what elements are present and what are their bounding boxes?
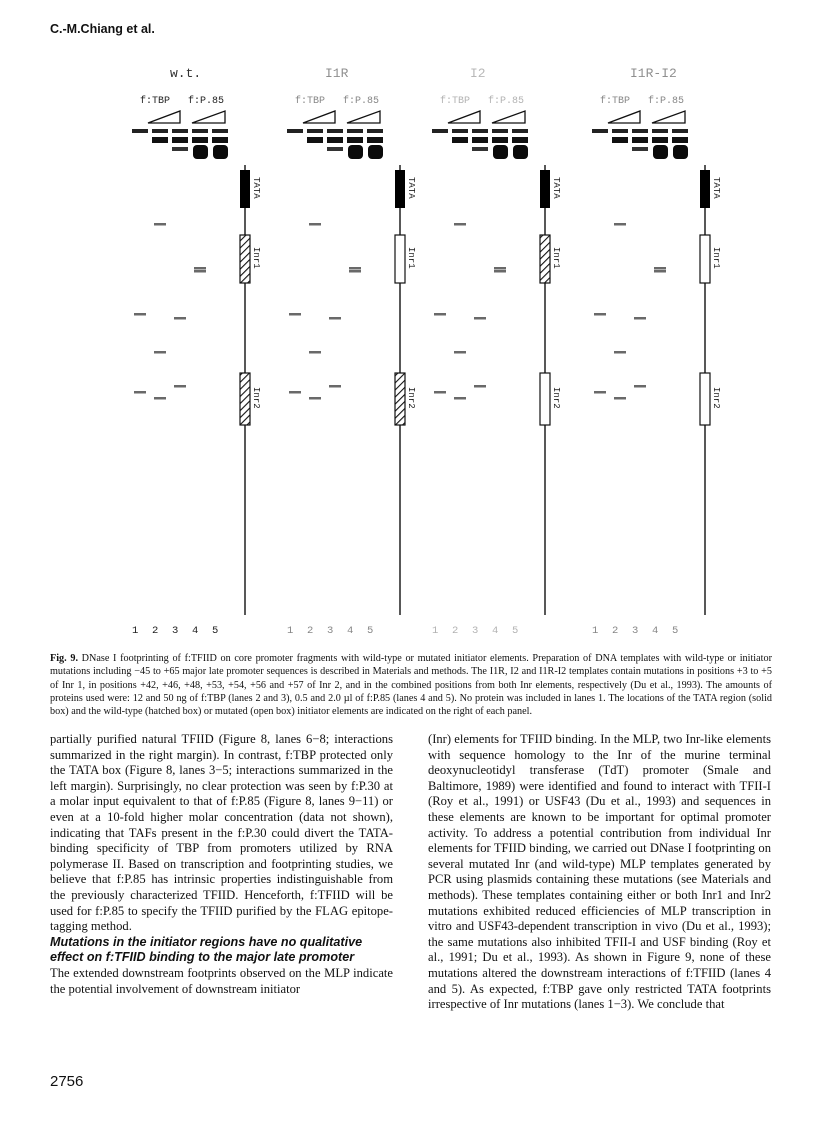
gel-band (614, 223, 626, 226)
running-header: C.-M.Chiang et al. (50, 22, 155, 36)
gel-band (634, 385, 646, 388)
inr2-box (240, 373, 250, 425)
titration-wedge (192, 111, 225, 123)
inr1-box (395, 235, 405, 283)
gel-band (432, 129, 448, 133)
lane-number: 5 (512, 625, 519, 637)
inr2-box (395, 373, 405, 425)
titration-wedge (492, 111, 525, 123)
tata-label: TATA (406, 177, 416, 199)
caption-label: Fig. 9. (50, 653, 78, 664)
gel-band (212, 129, 228, 133)
gel-band (367, 129, 383, 133)
titration-wedge (652, 111, 685, 123)
lane-label-p85: f:P.85 (343, 96, 380, 107)
inr1-label: Inr1 (711, 247, 721, 269)
gel-band (492, 137, 508, 143)
gel-band (474, 385, 486, 388)
gel-band (349, 270, 361, 273)
gel-band (672, 137, 688, 143)
gel-band (347, 137, 363, 143)
lane-label-tbp: f:TBP (295, 96, 326, 107)
gel-band (172, 147, 188, 151)
gel-band (612, 137, 628, 143)
gel-panel-3 (432, 66, 561, 637)
gel-band (348, 145, 363, 159)
lane-number: 2 (152, 625, 159, 637)
lane-number: 2 (307, 625, 314, 637)
gel-band (349, 267, 361, 270)
gel-band (172, 137, 188, 143)
inr2-label: Inr2 (551, 387, 561, 409)
lane-number: 3 (472, 625, 479, 637)
tata-label: TATA (251, 177, 261, 199)
titration-wedge (448, 111, 480, 123)
lane-number: 1 (287, 625, 294, 637)
figure-9 (100, 55, 760, 645)
panel-title: I2 (470, 66, 486, 81)
inr1-box (240, 235, 250, 283)
lane-number: 4 (192, 625, 199, 637)
lane-label-p85: f:P.85 (488, 96, 525, 107)
gel-band (494, 270, 506, 273)
lane-number: 4 (492, 625, 499, 637)
gel-band (367, 137, 383, 143)
tata-box (395, 170, 405, 208)
gel-band (309, 223, 321, 226)
gel-band (134, 391, 146, 394)
gel-band (594, 313, 606, 316)
gel-band (652, 129, 668, 133)
page-number: 2756 (50, 1073, 84, 1090)
gel-band (632, 137, 648, 143)
lane-number: 1 (132, 625, 139, 637)
lane-number: 5 (367, 625, 374, 637)
gel-band (309, 351, 321, 354)
lane-number: 1 (592, 625, 599, 637)
gel-band (612, 129, 628, 133)
tata-label: TATA (551, 177, 561, 199)
inr2-label: Inr2 (711, 387, 721, 409)
gel-band (512, 129, 528, 133)
gel-band (172, 129, 188, 133)
gel-band (192, 137, 208, 143)
gel-band (154, 223, 166, 226)
gel-band (174, 317, 186, 320)
panel-title: I1R-I2 (630, 66, 677, 81)
lane-label-p85: f:P.85 (188, 96, 225, 107)
gel-band (213, 145, 228, 159)
inr1-label: Inr1 (551, 247, 561, 269)
gel-band (212, 137, 228, 143)
gel-band (194, 270, 206, 273)
left-column (50, 732, 393, 997)
gel-panel-2 (287, 66, 416, 637)
tata-box (540, 170, 550, 208)
gel-band (327, 137, 343, 143)
figure-caption (50, 652, 772, 718)
right-column (428, 732, 771, 1013)
gel-band (152, 137, 168, 143)
gel-band (494, 267, 506, 270)
tata-box (700, 170, 710, 208)
gel-band (614, 397, 626, 400)
panel-title: w.t. (170, 66, 202, 81)
gel-band (492, 129, 508, 133)
titration-wedge (347, 111, 380, 123)
gel-band (347, 129, 363, 133)
gel-band (474, 317, 486, 320)
tata-label: TATA (711, 177, 721, 199)
lane-number: 4 (347, 625, 354, 637)
gel-band (307, 129, 323, 133)
gel-band (309, 397, 321, 400)
left-paragraph-2: The extended downstream footprints observed on the MLP indicate the potential involvement of downstream initiator (50, 965, 393, 996)
gel-band (327, 129, 343, 133)
lane-label-p85: f:P.85 (648, 96, 685, 107)
lane-number: 3 (632, 625, 639, 637)
gel-band (594, 391, 606, 394)
inr1-label: Inr1 (406, 247, 416, 269)
gel-band (152, 129, 168, 133)
inr1-box (540, 235, 550, 283)
inr2-box (700, 373, 710, 425)
inr2-box (540, 373, 550, 425)
gel-band (368, 145, 383, 159)
gel-band (307, 137, 323, 143)
gel-band (632, 147, 648, 151)
lane-label-tbp: f:TBP (140, 96, 171, 107)
gel-band (592, 129, 608, 133)
gel-band (454, 223, 466, 226)
gel-band (493, 145, 508, 159)
panel-title: I1R (325, 66, 349, 81)
gel-band (512, 137, 528, 143)
gel-band (632, 129, 648, 133)
gel-band (452, 137, 468, 143)
lane-label-tbp: f:TBP (440, 96, 471, 107)
gel-band (174, 385, 186, 388)
gel-band (327, 147, 343, 151)
gel-band (653, 145, 668, 159)
tata-box (240, 170, 250, 208)
titration-wedge (148, 111, 180, 123)
gel-band (287, 129, 303, 133)
right-paragraph-1: (Inr) elements for TFIID binding. In the MLP, two Inr-like elements with sequence homology to the Inr of the murine terminal deoxynucleotidyl transferase (TdT) promoter (Smale and Baltimore, 1989) were identified and found to interact with TFII-I (Roy et al., 1991) or USF43 (Du et al., 1993) and sequences in these elements are known to be important for optimal promoter activity. To address a potential contribution from individual Inr elements for TFIID binding, we carried out DNase I footprinting on several mutated Inr (and wild-type) MLP templates generated by PCR using plasmids containing these mutations (see Materials and methods). These templates containing either or both Inr1 and Inr2 mutations exhibited reduced efficiencies of MLP transcription in vitro and USF43-dependent transcription in vivo (Du et al., 1993); the same mutations also inhibited TFII-I and USF binding (Roy et al., 1991; Du et al., 1993). As shown in Figure 9, none of these mutations altered the downstream interactions of f:TFIID (lanes 4 and 5). As expected, f:TBP gave only restricted TATA footprints irrespective of Inr mutations (lanes 1−3). We conclude that (428, 732, 771, 1012)
gel-band (289, 313, 301, 316)
lane-number: 5 (672, 625, 679, 637)
inr2-label: Inr2 (406, 387, 416, 409)
gel-band (614, 351, 626, 354)
lane-number: 2 (612, 625, 619, 637)
lane-number: 5 (212, 625, 219, 637)
titration-wedge (608, 111, 640, 123)
gel-band (154, 351, 166, 354)
gel-band (472, 137, 488, 143)
lane-number: 1 (432, 625, 439, 637)
gel-panel-1 (132, 66, 261, 637)
gel-band (472, 147, 488, 151)
gel-band (154, 397, 166, 400)
gel-band (472, 129, 488, 133)
gel-band (452, 129, 468, 133)
gel-band (634, 317, 646, 320)
lane-label-tbp: f:TBP (600, 96, 631, 107)
gel-band (329, 385, 341, 388)
gel-band (193, 145, 208, 159)
section-heading: Mutations in the initiator regions have no qualitative effect on f:TFIID binding to the major late promoter (50, 934, 363, 965)
gel-band (454, 351, 466, 354)
gel-image (100, 55, 760, 645)
gel-band (654, 270, 666, 273)
gel-band (134, 313, 146, 316)
titration-wedge (303, 111, 335, 123)
inr1-box (700, 235, 710, 283)
gel-band (329, 317, 341, 320)
lane-number: 3 (327, 625, 334, 637)
gel-band (194, 267, 206, 270)
gel-band (289, 391, 301, 394)
gel-band (192, 129, 208, 133)
lane-number: 4 (652, 625, 659, 637)
gel-band (132, 129, 148, 133)
lane-number: 2 (452, 625, 459, 637)
gel-band (673, 145, 688, 159)
gel-band (652, 137, 668, 143)
gel-band (434, 313, 446, 316)
gel-panel-4 (592, 66, 721, 637)
gel-band (434, 391, 446, 394)
inr1-label: Inr1 (251, 247, 261, 269)
caption-text: DNase I footprinting of f:TFIID on core promoter fragments with wild-type or mutated initiator elements. Preparation of DNA templates with wild-type or initiator mutations including −45 to +65 major late promoter sequences is described in Materials and methods. The I1R, I2 and I1R-I2 templates contain mutations in positions +3 to +5 of Inr 1, in positions +42, +46, +48, +53, +54, +56 and +57 of Inr 2, and in the combined positions from both Inr elements, respectively (Du et al., 1993). The amounts of proteins used were: 12 and 50 ng of f:TBP (lanes 2 and 3), 0.5 and 2.0 µl of f:P.85 (lanes 4 and 5). No protein was included in lanes 1. The locations of the TATA region (solid box) and the wild-type (hatched box) or mutated (open box) initiator elements are indicated on the right of each panel. (50, 653, 772, 718)
inr2-label: Inr2 (251, 387, 261, 409)
gel-band (513, 145, 528, 159)
gel-band (454, 397, 466, 400)
gel-band (654, 267, 666, 270)
gel-band (672, 129, 688, 133)
lane-number: 3 (172, 625, 179, 637)
left-paragraph-1: partially purified natural TFIID (Figure 8, lanes 6−8; interactions summarized in the right margin). In contrast, f:TBP protected only the TATA box (Figure 8, lanes 3−5; interactions summarized in the left margin). Surprisingly, no clear protection was seen by f:P.30 at a molar input equivalent to that of f:P.85 (Figure 8, lanes 9−11) or even at a 10-fold higher molar concentration (data not shown), indicating that TAFs present in the f:P.30 could divert the TATA-binding specificity of TBP from promoters utilized by RNA polymerase II. Based on transcription and footprinting studies, we believe that f:P.85 has intrinsic properties indistinguishable from the previously characterized TFIID. Henceforth, f:TFIID will be used for f:P.85 to specify the TFIID purified by the FLAG epitope-tagging method. (50, 732, 393, 934)
